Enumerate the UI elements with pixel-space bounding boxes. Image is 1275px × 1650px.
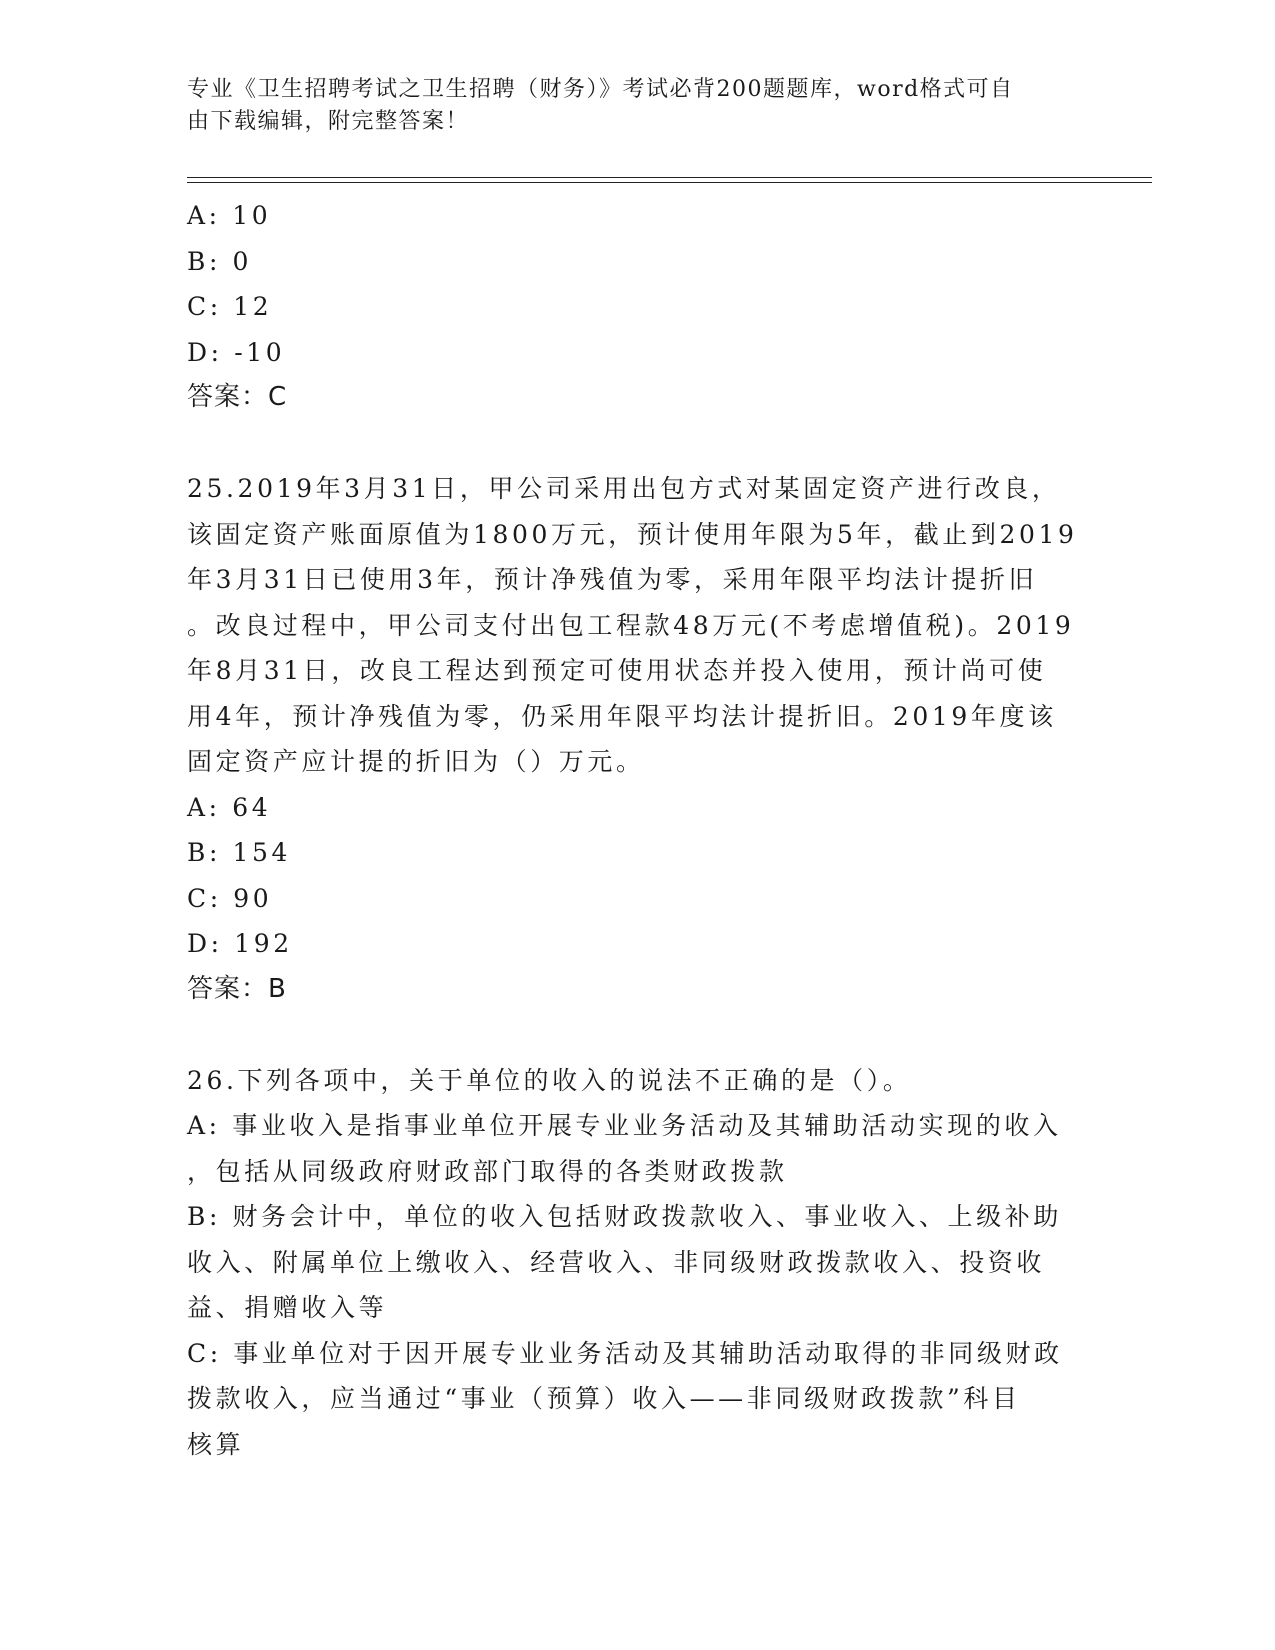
q25-stem-line: 年3月31日已使用3年，预计净残值为零，采用年限平均法计提折旧 [187,565,1038,594]
q25-option-d: D: 192 [187,929,293,958]
q26-option-c-line: 拨款收入，应当通过“事业（预算）收入——非同级财政拨款”科目 [187,1384,1021,1413]
spacer [187,1012,1087,1058]
q24-answer: 答案：C [187,382,288,412]
q26-stem: 26.下列各项中，关于单位的收入的说法不正确的是（）。 [187,1065,912,1095]
header-line-1: 专业《卫生招聘考试之卫生招聘（财务）》考试必背200题题库，word格式可自 [187,77,1014,102]
q24-option-d: D: -10 [187,337,286,367]
q24-option-a: A: 10 [187,201,272,230]
question-26 [187,1058,1087,1468]
q24-option-b: B: 0 [187,246,253,276]
q25-option-c: C: 90 [187,883,273,913]
question-24-options [187,193,1087,421]
q26-option-a-line: ，包括从同级政府财政部门取得的各类财政拨款 [187,1156,788,1186]
q26-option-c-line: 核算 [187,1429,245,1459]
q26-option-b-line: 收入、附属单位上缴收入、经营收入、非同级财政拨款收入、投资收 [187,1247,1046,1277]
header-divider-top [187,177,1152,178]
spacer [187,421,1087,467]
q25-option-a: A: 64 [187,792,272,822]
q25-stem-line: 年8月31日，改良工程达到预定可使用状态并投入使用，预计尚可使 [187,656,1047,685]
q25-answer: 答案：B [187,973,287,1004]
q25-stem-line: 。改良过程中，甲公司支付出包工程款48万元(不考虑增值税)。2019 [187,610,1075,640]
q25-stem-line: 固定资产应计提的折旧为（）万元。 [187,747,645,776]
q24-option-c: C: 12 [187,292,273,321]
q26-option-b-line: 益、捐赠收入等 [187,1293,388,1322]
q26-option-c-line: C: 事业单位对于因开展专业业务活动及其辅助活动取得的非同级财政 [187,1338,1063,1368]
q26-option-a-line: A: 事业收入是指事业单位开展专业业务活动及其辅助活动实现的收入 [187,1111,1062,1140]
q25-stem-line: 25.2019年3月31日，甲公司采用出包方式对某固定资产进行改良， [187,474,1061,503]
document-header [187,74,1067,138]
question-25 [187,466,1087,1012]
q25-stem-line: 该固定资产账面原值为1800万元，预计使用年限为5年，截止到2019 [187,519,1078,549]
document-body [187,193,1087,1467]
q25-option-b: B: 154 [187,838,292,867]
header-divider-bottom [187,182,1152,183]
q25-stem-line: 用4年，预计净残值为零，仍采用年限平均法计提折旧。2019年度该 [187,701,1057,731]
q26-option-b-line: B: 财务会计中，单位的收入包括财政拨款收入、事业收入、上级补助 [187,1202,1062,1231]
header-line-2: 由下载编辑，附完整答案！ [187,109,470,134]
